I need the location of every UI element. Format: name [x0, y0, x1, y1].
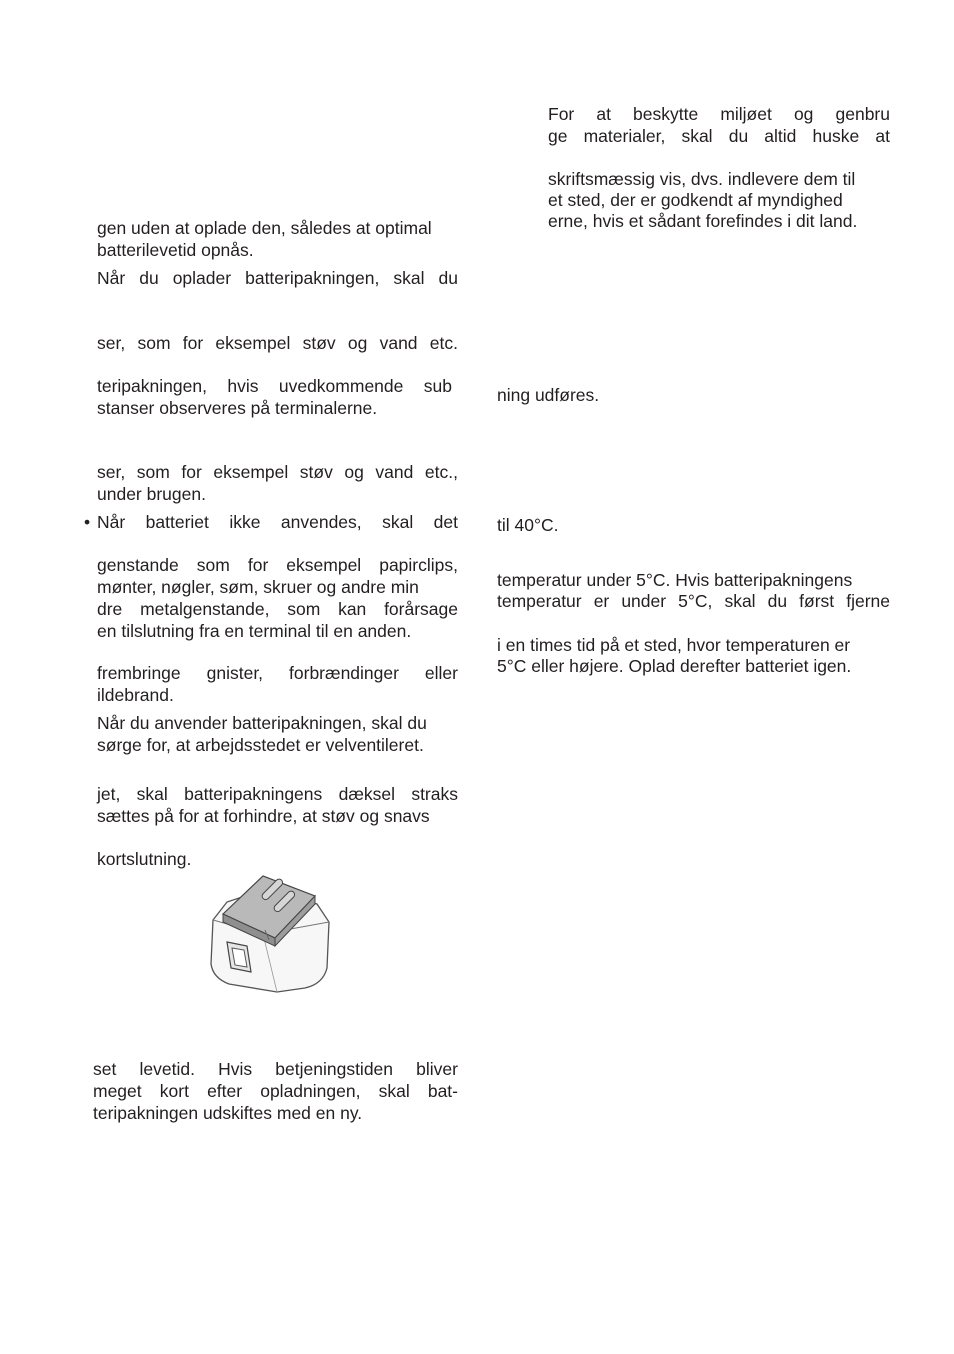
cover-line-2: sættes på for at forhindre, at støv og snavs [97, 806, 430, 826]
dust-line-1: ser, som for eksempel støv og vand etc. [97, 333, 458, 353]
charging-text: Når du oplader batteripakningen, skal du [97, 268, 458, 288]
charge-line-2: batterilevetid opnås. [97, 240, 254, 260]
short-circuit-text: kortslutning. [97, 849, 192, 869]
ventilation-line-2: sørge for, at arbejdsstedet er velventileret. [97, 735, 424, 755]
cold-line-4: 5°C eller højere. Oplad derefter batteriet igen. [497, 656, 852, 676]
lifetime-line-2: meget kort efter opladningen, skal bat- [93, 1081, 458, 1101]
bullet-marker: • [84, 512, 91, 532]
metal-line-2: mønter, nøgler, søm, skruer og andre min [97, 577, 419, 597]
recycle-line-4: et sted, der er godkendt af myndighed [548, 190, 843, 210]
service-text: ning udføres. [497, 385, 600, 405]
cold-line-3: i en times tid på et sted, hvor temperaturen er [497, 635, 851, 655]
recycle-line-2: ge materialer, skal du altid huske at [548, 126, 890, 146]
cold-line-2: temperatur er under 5°C, skal du først fjerne [497, 591, 890, 611]
recycle-line-5: erne, hvis et sådant forefindes i dit land. [548, 211, 858, 231]
dust2-line-2: under brugen. [97, 484, 206, 504]
lifetime-line-3: teripakningen udskiftes med en ny. [93, 1103, 363, 1123]
dust2-line-1: ser, som for eksempel støv og vand etc., [97, 462, 458, 482]
sparks-line-1: frembringe gnister, forbrændinger eller [97, 663, 458, 683]
not-used-text: Når batteriet ikke anvendes, skal det [97, 512, 458, 532]
metal-line-1: genstande som for eksempel papirclips, [97, 555, 458, 575]
ventilation-line-1: Når du anvender batteripakningen, skal du [97, 713, 427, 733]
cover-line-1: jet, skal batteripakningens dæksel straks [97, 784, 458, 804]
sparks-line-2: ildebrand. [97, 685, 174, 705]
temperature-range-text: til 40°C. [497, 515, 559, 535]
charge-line-1: gen uden at oplade den, således at optimal [97, 218, 432, 238]
cold-line-1: temperatur under 5°C. Hvis batteripakningens [497, 570, 853, 590]
battery-pack-illustration [205, 872, 335, 994]
terminals-line-2: stanser observeres på terminalerne. [97, 398, 378, 418]
recycle-line-3: skriftsmæssig vis, dvs. indlevere dem til [548, 169, 856, 189]
recycle-line-1: For at beskytte miljøet og genbru [548, 104, 890, 124]
metal-line-3: dre metalgenstande, som kan forårsage [97, 599, 458, 619]
terminals-line-1: teripakningen, hvis uvedkommende sub [97, 376, 452, 396]
metal-line-4: en tilslutning fra en terminal til en anden. [97, 621, 412, 641]
lifetime-line-1: set levetid. Hvis betjeningstiden bliver [93, 1059, 458, 1079]
